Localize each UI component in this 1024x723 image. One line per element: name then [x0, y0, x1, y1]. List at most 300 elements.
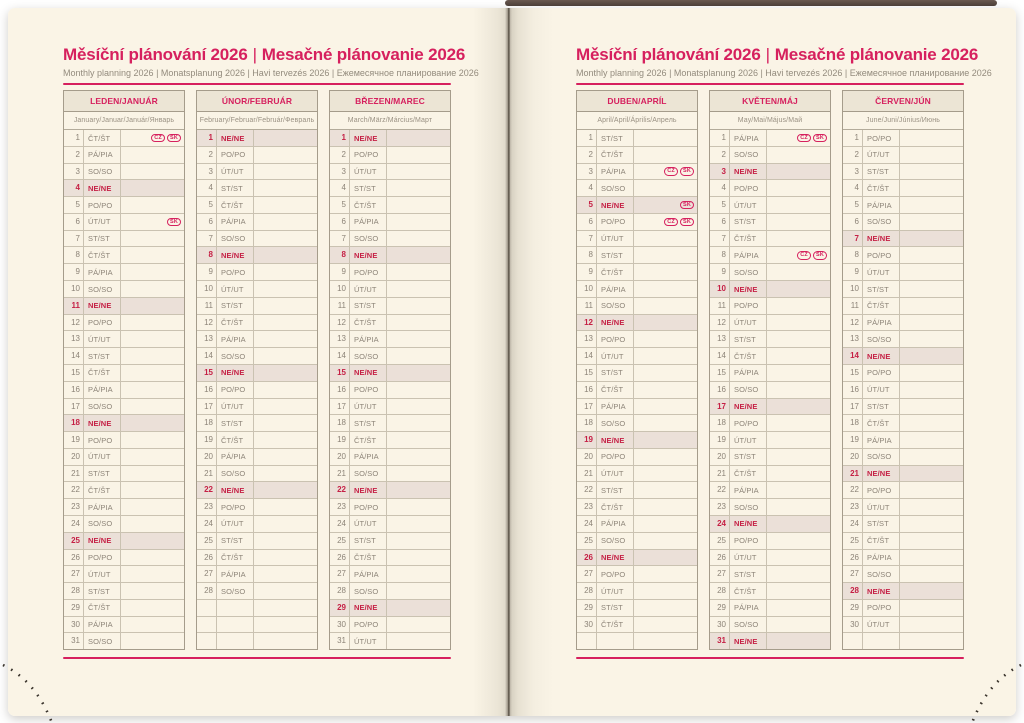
day-number: 2: [710, 147, 730, 163]
month-name: LEDEN/JANUÁR: [64, 91, 184, 112]
day-number: 25: [577, 533, 597, 549]
weekday-label: ČT/ŠT: [84, 482, 121, 498]
day-row: [577, 247, 697, 264]
day-number: 10: [843, 281, 863, 297]
day-row: [64, 533, 184, 550]
day-row: [843, 415, 963, 432]
weekday-label: PO/PO: [730, 533, 767, 549]
day-number: 30: [64, 617, 84, 633]
notes-cell: [254, 432, 317, 448]
day-number: 2: [843, 147, 863, 163]
day-row: [330, 130, 450, 147]
notes-cell: [634, 231, 697, 247]
day-row: [64, 583, 184, 600]
weekday-label: NE/NE: [597, 197, 634, 213]
notes-cell: [121, 164, 184, 180]
empty-row: [197, 633, 317, 649]
notes-cell: [900, 482, 963, 498]
weekday-label: PÁ/PIA: [217, 214, 254, 230]
weekday-label: PÁ/PIA: [730, 130, 767, 146]
page-title: [576, 44, 979, 66]
day-number: 19: [330, 432, 350, 448]
notes-cell: [900, 566, 963, 582]
weekday-label: PÁ/PIA: [217, 449, 254, 465]
day-number: 18: [64, 415, 84, 431]
weekday-label: NE/NE: [217, 247, 254, 263]
notes-cell: [254, 382, 317, 398]
weekday-label: ÚT/UT: [217, 164, 254, 180]
weekday-label: NE/NE: [597, 432, 634, 448]
day-row: [197, 583, 317, 600]
sk-holiday-badge: SK: [167, 134, 181, 143]
notes-cell: [900, 130, 963, 146]
notes-cell: [900, 147, 963, 163]
month-rows: [330, 130, 450, 649]
sk-holiday-badge: SK: [680, 218, 694, 227]
weekday-label: ÚT/UT: [350, 399, 387, 415]
weekday-label: SO/SO: [597, 415, 634, 431]
weekday-label: SO/SO: [217, 231, 254, 247]
weekday-label: ČT/ŠT: [730, 348, 767, 364]
weekday-label: PÁ/PIA: [730, 482, 767, 498]
weekday-label: ST/ST: [84, 583, 121, 599]
day-row: [330, 415, 450, 432]
notes-cell: [121, 281, 184, 297]
notes-cell: [767, 382, 830, 398]
day-number: 30: [710, 617, 730, 633]
weekday-label: PÁ/PIA: [730, 600, 767, 616]
day-number: 25: [64, 533, 84, 549]
day-row: [710, 499, 830, 516]
day-number: 18: [197, 415, 217, 431]
day-row: [64, 499, 184, 516]
day-row: [577, 164, 697, 181]
weekday-label: PÁ/PIA: [730, 247, 767, 263]
notes-cell: [121, 331, 184, 347]
day-row: [843, 449, 963, 466]
day-row: [197, 164, 317, 181]
day-number: 22: [577, 482, 597, 498]
day-row: [577, 432, 697, 449]
day-number: 29: [64, 600, 84, 616]
day-row: [710, 180, 830, 197]
notes-cell: [121, 516, 184, 532]
notes-cell: [767, 214, 830, 230]
day-row: [197, 180, 317, 197]
day-number: 12: [197, 315, 217, 331]
day-number: 21: [843, 466, 863, 482]
book-spine: [505, 8, 512, 716]
notes-cell: [387, 197, 450, 213]
day-number: 26: [843, 550, 863, 566]
weekday-label: ČT/ŠT: [350, 315, 387, 331]
weekday-label: NE/NE: [217, 365, 254, 381]
day-number: 8: [197, 247, 217, 263]
notes-cell: [767, 516, 830, 532]
day-row: [843, 600, 963, 617]
weekday-label: ČT/ŠT: [597, 382, 634, 398]
notes-cell: [634, 499, 697, 515]
notes-cell: [387, 231, 450, 247]
weekday-label: ÚT/UT: [730, 197, 767, 213]
notes-cell: [254, 214, 317, 230]
weekday-label: PO/PO: [730, 298, 767, 314]
day-number: 3: [197, 164, 217, 180]
day-number: 11: [843, 298, 863, 314]
notes-cell: [900, 331, 963, 347]
day-number: 13: [710, 331, 730, 347]
day-number: 9: [710, 264, 730, 280]
day-number: 28: [197, 583, 217, 599]
weekday-label: PÁ/PIA: [597, 281, 634, 297]
day-row: [843, 247, 963, 264]
day-row: [64, 482, 184, 499]
empty-row: [197, 617, 317, 634]
day-number: 6: [64, 214, 84, 230]
day-number: 12: [330, 315, 350, 331]
day-number: 27: [330, 566, 350, 582]
day-number: [197, 600, 217, 616]
day-row: [710, 348, 830, 365]
notes-cell: [387, 348, 450, 364]
notes-cell: [900, 164, 963, 180]
day-number: 11: [330, 298, 350, 314]
page-subtitle: Monthly planning 2026 | Monatsplanung 2026 | Havi tervezés 2026 | Ежемесячное планирование 2026: [576, 68, 992, 78]
weekday-label: ST/ST: [730, 331, 767, 347]
day-row: [330, 164, 450, 181]
notes-cell: [900, 600, 963, 616]
month-columns: [63, 90, 451, 650]
weekday-label: ČT/ŠT: [730, 466, 767, 482]
page-subtitle: Monthly planning 2026 | Monatsplanung 2026 | Havi tervezés 2026 | Ежемесячное планирование 2026: [63, 68, 479, 78]
day-number: 16: [197, 382, 217, 398]
weekday-label: SO/SO: [730, 617, 767, 633]
day-row: [64, 264, 184, 281]
day-row: [64, 382, 184, 399]
notes-cell: [634, 566, 697, 582]
day-row: [197, 382, 317, 399]
day-row: [330, 482, 450, 499]
notes-cell: [121, 415, 184, 431]
notes-cell: [121, 315, 184, 331]
day-number: 23: [577, 499, 597, 515]
weekday-label: ČT/ŠT: [597, 499, 634, 515]
weekday-label: ST/ST: [597, 247, 634, 263]
weekday-label: ČT/ŠT: [597, 617, 634, 633]
notes-cell: [121, 432, 184, 448]
day-row: [197, 281, 317, 298]
day-row: [710, 633, 830, 649]
cz-holiday-badge: CZ: [797, 251, 811, 260]
day-number: 21: [197, 466, 217, 482]
notes-cell: [387, 482, 450, 498]
sk-holiday-badge: SK: [680, 167, 694, 176]
weekday-label: ST/ST: [863, 281, 900, 297]
weekday-label: ÚT/UT: [863, 147, 900, 163]
weekday-label: ÚT/UT: [217, 516, 254, 532]
day-number: 16: [710, 382, 730, 398]
day-row: [710, 130, 830, 147]
day-row: [577, 231, 697, 248]
day-number: 13: [64, 331, 84, 347]
day-row: [577, 466, 697, 483]
weekday-label: ČT/ŠT: [863, 415, 900, 431]
day-row: [197, 247, 317, 264]
day-number: 19: [64, 432, 84, 448]
notes-cell: [254, 482, 317, 498]
notes-cell: [121, 550, 184, 566]
day-row: [330, 617, 450, 634]
day-row: [843, 164, 963, 181]
day-row: [197, 214, 317, 231]
day-row: [197, 231, 317, 248]
day-number: 24: [710, 516, 730, 532]
day-number: [197, 617, 217, 633]
notes-cell: [121, 231, 184, 247]
weekday-label: ÚT/UT: [730, 315, 767, 331]
weekday-label: SO/SO: [84, 164, 121, 180]
notes-cell: [767, 633, 830, 649]
day-number: 10: [64, 281, 84, 297]
notes-cell: [767, 466, 830, 482]
day-number: 22: [197, 482, 217, 498]
day-row: [577, 197, 697, 214]
month-name: ÚNOR/FEBRUÁR: [197, 91, 317, 112]
notes-cell: [254, 600, 317, 616]
day-row: [843, 281, 963, 298]
weekday-label: SO/SO: [350, 231, 387, 247]
day-number: 1: [577, 130, 597, 146]
weekday-label: PO/PO: [217, 499, 254, 515]
notes-cell: [767, 348, 830, 364]
weekday-label: ÚT/UT: [863, 617, 900, 633]
sk-holiday-badge: SK: [813, 134, 827, 143]
day-row: [710, 231, 830, 248]
notes-cell: [767, 264, 830, 280]
weekday-label: ST/ST: [217, 180, 254, 196]
day-number: 20: [64, 449, 84, 465]
day-number: 11: [710, 298, 730, 314]
day-row: [577, 533, 697, 550]
day-number: 3: [843, 164, 863, 180]
day-number: 3: [577, 164, 597, 180]
day-row: [710, 298, 830, 315]
day-row: [710, 449, 830, 466]
day-row: [710, 399, 830, 416]
weekday-label: SO/SO: [863, 449, 900, 465]
notes-cell: [254, 399, 317, 415]
day-row: [64, 180, 184, 197]
weekday-label: PO/PO: [217, 264, 254, 280]
day-number: 17: [577, 399, 597, 415]
day-row: [843, 331, 963, 348]
weekday-label: PÁ/PIA: [730, 365, 767, 381]
weekday-label: PO/PO: [863, 130, 900, 146]
weekday-label: NE/NE: [84, 180, 121, 196]
day-row: [197, 432, 317, 449]
day-number: 31: [64, 633, 84, 649]
day-row: [577, 214, 697, 231]
day-row: [577, 617, 697, 634]
weekday-label: NE/NE: [730, 633, 767, 649]
day-row: [843, 432, 963, 449]
day-number: 23: [64, 499, 84, 515]
day-row: [64, 415, 184, 432]
day-number: 18: [710, 415, 730, 431]
day-row: [64, 331, 184, 348]
day-number: 5: [577, 197, 597, 213]
day-number: [197, 633, 217, 649]
notes-cell: [121, 180, 184, 196]
notes-cell: [121, 633, 184, 649]
bottom-divider-line: [576, 657, 964, 659]
day-row: [330, 466, 450, 483]
notes-cell: [767, 399, 830, 415]
day-row: [577, 298, 697, 315]
day-number: 19: [197, 432, 217, 448]
weekday-label: ST/ST: [84, 348, 121, 364]
day-row: [64, 617, 184, 634]
weekday-label: ST/ST: [730, 449, 767, 465]
day-number: 7: [64, 231, 84, 247]
day-number: 24: [197, 516, 217, 532]
notes-cell: [634, 298, 697, 314]
day-row: [330, 298, 450, 315]
notes-cell: [387, 583, 450, 599]
day-row: [64, 315, 184, 332]
day-row: [710, 516, 830, 533]
day-number: 13: [197, 331, 217, 347]
day-row: [843, 516, 963, 533]
weekday-label: ČT/ŠT: [217, 197, 254, 213]
day-row: [843, 482, 963, 499]
day-row: [710, 415, 830, 432]
notes-cell: [254, 466, 317, 482]
notes-cell: [387, 516, 450, 532]
weekday-label: PO/PO: [217, 382, 254, 398]
weekday-label: ÚT/UT: [730, 432, 767, 448]
day-row: [64, 449, 184, 466]
day-number: 30: [577, 617, 597, 633]
notes-cell: [121, 482, 184, 498]
day-row: [577, 130, 697, 147]
day-number: 9: [197, 264, 217, 280]
day-row: [64, 298, 184, 315]
notes-cell: [387, 466, 450, 482]
weekday-label: PÁ/PIA: [350, 331, 387, 347]
day-row: [330, 365, 450, 382]
day-number: 6: [577, 214, 597, 230]
weekday-label: PO/PO: [350, 264, 387, 280]
weekday-label: ÚT/UT: [597, 583, 634, 599]
day-row: [330, 264, 450, 281]
day-number: 23: [197, 499, 217, 515]
weekday-label: PÁ/PIA: [863, 197, 900, 213]
day-number: 21: [64, 466, 84, 482]
day-number: 17: [843, 399, 863, 415]
month-subtitle: April/April/Április/Апрель: [577, 112, 697, 130]
weekday-label: ÚT/UT: [84, 449, 121, 465]
cz-holiday-badge: CZ: [797, 134, 811, 143]
month-table-february: [196, 90, 318, 650]
notes-cell: [634, 331, 697, 347]
notes-cell: [121, 298, 184, 314]
day-row: [710, 432, 830, 449]
day-number: 20: [197, 449, 217, 465]
weekday-label: NE/NE: [597, 550, 634, 566]
day-row: [843, 550, 963, 567]
right-page: [508, 8, 1016, 716]
day-number: 16: [330, 382, 350, 398]
day-number: 24: [843, 516, 863, 532]
notes-cell: [900, 449, 963, 465]
notes-cell: [767, 617, 830, 633]
weekday-label: ÚT/UT: [597, 231, 634, 247]
weekday-label: PÁ/PIA: [84, 617, 121, 633]
day-row: [710, 382, 830, 399]
weekday-label: SO/SO: [863, 214, 900, 230]
notes-cell: [387, 164, 450, 180]
day-number: 22: [330, 482, 350, 498]
day-row: [710, 247, 830, 264]
weekday-label: SO/SO: [730, 147, 767, 163]
day-number: 17: [330, 399, 350, 415]
weekday-label: SO/SO: [217, 583, 254, 599]
day-row: [64, 247, 184, 264]
day-row: [197, 516, 317, 533]
day-row: [710, 365, 830, 382]
weekday-label: ČT/ŠT: [863, 533, 900, 549]
day-row: [577, 348, 697, 365]
day-number: 8: [710, 247, 730, 263]
month-subtitle: January/Januar/Január/Январь: [64, 112, 184, 130]
notes-cell: [900, 399, 963, 415]
day-number: 26: [197, 550, 217, 566]
month-rows: [843, 130, 963, 649]
day-row: [64, 130, 184, 147]
page-title-czech: Měsíční plánování 2026: [576, 45, 761, 64]
day-row: [710, 315, 830, 332]
notes-cell: [387, 214, 450, 230]
day-number: 25: [843, 533, 863, 549]
weekday-label: PÁ/PIA: [84, 147, 121, 163]
day-number: 4: [64, 180, 84, 196]
weekday-label: SO/SO: [84, 633, 121, 649]
day-number: 9: [64, 264, 84, 280]
day-row: [843, 499, 963, 516]
notes-cell: [121, 197, 184, 213]
notes-cell: [254, 566, 317, 582]
weekday-label: ST/ST: [217, 415, 254, 431]
day-row: [577, 147, 697, 164]
weekday-label: NE/NE: [863, 583, 900, 599]
weekday-label: ÚT/UT: [350, 516, 387, 532]
weekday-label: ČT/ŠT: [863, 298, 900, 314]
notes-cell: [634, 415, 697, 431]
day-number: 17: [197, 399, 217, 415]
day-row: [64, 399, 184, 416]
day-number: 4: [710, 180, 730, 196]
sk-holiday-badge: SK: [813, 251, 827, 260]
day-number: 11: [577, 298, 597, 314]
month-subtitle: June/Juni/Június/Июнь: [843, 112, 963, 130]
day-row: [710, 466, 830, 483]
notes-cell: [767, 315, 830, 331]
month-rows: [710, 130, 830, 649]
day-number: 4: [843, 180, 863, 196]
notes-cell: [900, 499, 963, 515]
notes-cell: [900, 432, 963, 448]
